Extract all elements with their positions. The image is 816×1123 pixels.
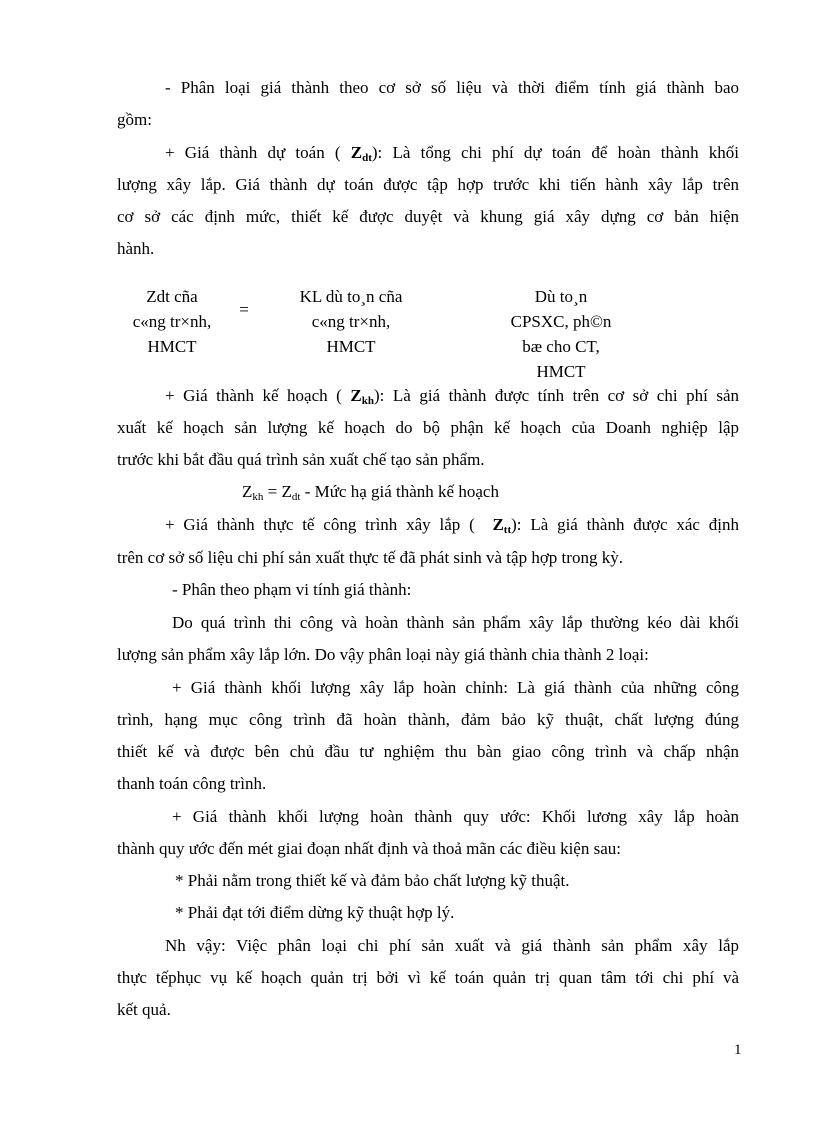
paragraph-line: lượng xây lắp. Giá thành dự toán được tập hợp trước khi tiến hành xây lắp trên bbox=[117, 175, 739, 194]
paragraph-line: + Giá thành khối lượng hoàn thành quy ước: Khối lương xây lắp hoàn bbox=[172, 807, 739, 826]
paragraph-line: - Phân loại giá thành theo cơ sở số liệu và thời điểm tính giá thành bao bbox=[165, 78, 739, 97]
paragraph-line: trên cơ sở số liệu chi phí sản xuất thực tế đã phát sinh và tập hợp trong kỳ. bbox=[117, 548, 623, 567]
paragraph-line: * Phải nằm trong thiết kế và đảm bảo chất lượng kỹ thuật. bbox=[175, 871, 570, 890]
paragraph-line: lượng sản phẩm xây lắp lớn. Do vậy phân loại này giá thành chia thành 2 loại: bbox=[117, 645, 649, 664]
paragraph-line: trình, hạng mục công trình đã hoàn thành, đảm bảo kỹ thuật, chất lượng đúng bbox=[117, 710, 739, 729]
paragraph-line: thanh toán công trình. bbox=[117, 774, 267, 793]
paragraph-line: cơ sở các định mức, thiết kế được duyệt và khung giá xây dựng cơ bản hiện bbox=[117, 207, 739, 226]
paragraph-line: Do quá trình thi công và hoàn thành sản phẩm xây lắp thường kéo dài khối bbox=[172, 613, 739, 632]
paragraph-line: xuất kế hoạch sản lượng kế hoạch do bộ phận kế hoạch của Doanh nghiệp lập bbox=[117, 418, 739, 437]
paragraph-line: * Phải đạt tới điểm dừng kỹ thuật hợp lý. bbox=[175, 903, 455, 922]
paragraph-line: + Giá thành thực tế công trình xây lắp ( $Z_{tt}$): Là giá thành được xác định bbox=[165, 515, 740, 536]
paragraph-line: - Phân theo phạm vi tính giá thành: bbox=[172, 580, 412, 599]
paragraph-line: hành. bbox=[117, 239, 155, 258]
paragraph-line: + Giá thành kế hoạch ( $Z_{kh}$): Là giá thành được tính trên cơ sở chi phí sản bbox=[165, 386, 739, 407]
paragraph-line: trước khi bắt đầu quá trình sản xuất chế tạo sản phẩm. bbox=[117, 450, 485, 469]
paragraph-line: thiết kế và được bên chủ đầu tư nghiệm thu bàn giao công trình và chấp nhận bbox=[117, 742, 739, 761]
page-number: 1 bbox=[734, 1042, 742, 1058]
paragraph-line: thành quy ước đến mét giai đoạn nhất định và thoả mãn các điều kiện sau: bbox=[117, 839, 621, 858]
paragraph-line: + Giá thành khối lượng xây lắp hoàn chỉnh: Là giá thành của những công bbox=[172, 678, 739, 697]
paragraph-line: Nh vậy: Việc phân loại chi phí sản xuất và giá thành sản phẩm xây lắp bbox=[165, 936, 739, 955]
paragraph-line: kết quả. bbox=[117, 1000, 171, 1019]
paragraph-line: gồm: bbox=[117, 110, 152, 129]
formula-middle: KL dù to¸n cña c«ng tr×nh, HMCT bbox=[299, 287, 403, 356]
formula-left: Zdt cña c«ng tr×nh, HMCT bbox=[132, 287, 212, 356]
paragraph-line: + Giá thành dự toán ( $Z_{dt}$): Là tổng chi phí dự toán để hoàn thành khối bbox=[165, 143, 740, 164]
paragraph-line: thực tếphục vụ kế hoạch quản trị bởi vì kế toán quản trị quan tâm tới chi phí và bbox=[117, 968, 739, 987]
formula-right: Dù to¸n CPSXC, ph©n bæ cho CT, HMCT bbox=[510, 287, 612, 381]
plan-cost-equation: $Z_{kh} = Z_{dt}$ - Mức hạ giá thành kế hoạch bbox=[242, 482, 499, 503]
formula-equals: = bbox=[239, 300, 249, 319]
